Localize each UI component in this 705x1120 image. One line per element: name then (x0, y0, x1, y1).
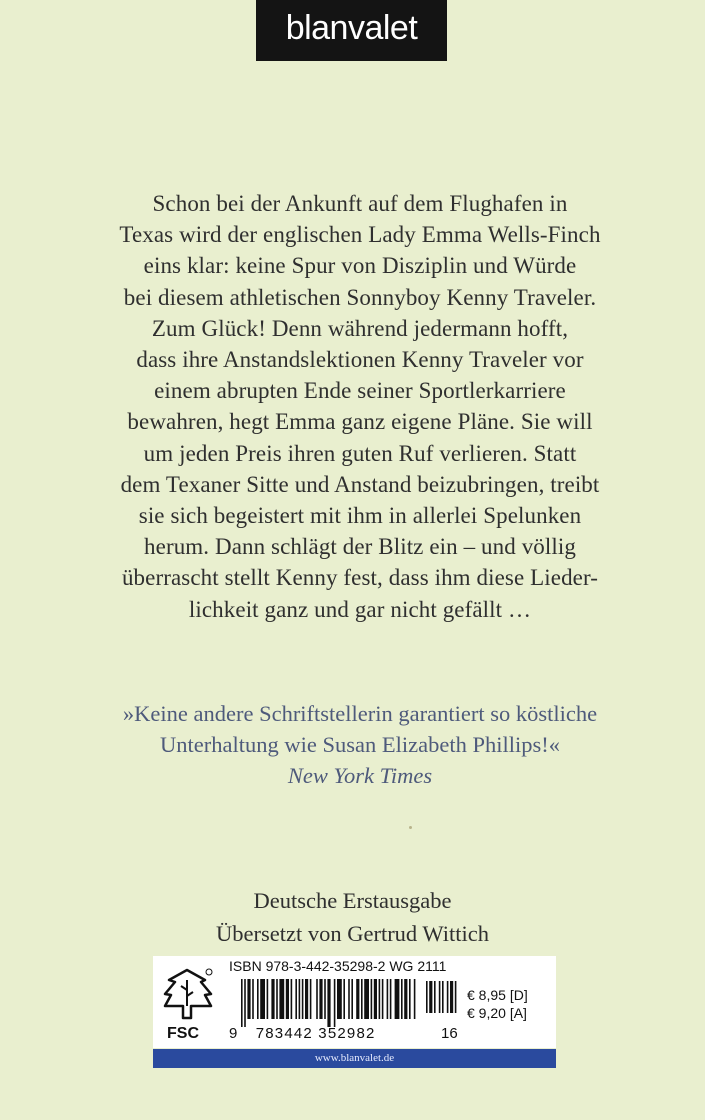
barcode-main-digits: 783442 352982 (255, 1025, 376, 1042)
blurb-line: bewahren, hegt Emma ganz eigene Pläne. Sie will (127, 409, 593, 435)
barcode-bar (343, 979, 345, 1019)
quote-source: New York Times (287, 763, 433, 788)
barcode-bar (351, 979, 353, 1019)
barcode-bar (244, 979, 246, 1027)
barcode-bar (327, 979, 330, 1027)
barcode-bar (442, 981, 444, 1013)
blurb-line: herum. Dann schlägt der Blitz ein – und völlig (144, 534, 576, 560)
barcode-bar (409, 979, 411, 1019)
barcode-bar (247, 979, 250, 1019)
barcode-bar (286, 979, 289, 1019)
fsc-tree-icon (161, 966, 213, 1024)
barcode-bar (364, 979, 369, 1019)
barcode-bar (310, 979, 312, 1019)
blurb-line: sie sich begeistert mit ihm in allerlei Spelunken (138, 503, 582, 529)
barcode-bar (439, 981, 441, 1013)
addon-digits: 16 (441, 1025, 458, 1042)
barcode-bar (334, 979, 336, 1027)
barcode-bar (276, 979, 278, 1019)
blurb-line: eins klar: keine Spur von Disziplin und Würde (143, 253, 577, 279)
barcode-bar (279, 979, 284, 1019)
fsc-label: FSC (167, 1025, 199, 1042)
blurb-line: einem abrupten Ende seiner Sportlerkarriere (154, 378, 566, 404)
barcode-bar (379, 979, 381, 1019)
blurb-line: Texas wird der englischen Lady Emma Wells-Finch (119, 222, 601, 248)
barcode-bar (271, 979, 274, 1019)
barcode-bar (414, 979, 416, 1019)
blurb-line: Zum Glück! Denn während jedermann hofft, (151, 315, 569, 341)
barcode-first-digit: 9 (229, 1025, 238, 1042)
edition-label: Deutsche Erstausgabe (253, 888, 452, 913)
website-url: www.blanvalet.de (314, 1052, 395, 1064)
barcode-bar (348, 979, 350, 1019)
price-germany: € 8,95 [D] (467, 987, 528, 1003)
edition-info (150, 884, 555, 950)
barcode-bar (382, 979, 384, 1019)
barcode-bar (299, 979, 301, 1019)
blurb-line: Schon bei der Ankunft auf dem Flughafen in (152, 191, 568, 216)
barcode-bar (324, 979, 326, 1019)
barcode-bar (295, 979, 297, 1019)
barcode-bar (429, 981, 432, 1013)
barcode-bar (404, 979, 407, 1019)
barcode-bar (305, 979, 308, 1019)
barcode-bar (371, 979, 373, 1019)
ean-barcode (241, 979, 416, 1027)
barcode-bar (302, 979, 304, 1019)
barcode-bar (241, 979, 243, 1027)
barcode-bar (291, 979, 293, 1019)
barcode-bar (390, 979, 392, 1019)
price-austria: € 9,20 [A] (467, 1005, 527, 1021)
fsc-logo (161, 966, 213, 1042)
barcode-box (153, 956, 556, 1048)
barcode-bar (401, 979, 403, 1019)
barcode-bar (260, 979, 265, 1019)
blurb-line: überrascht stellt Kenny fest, dass ihm diese Lieder- (121, 565, 599, 591)
barcode-bar (426, 981, 428, 1013)
barcode-bar (337, 979, 342, 1019)
blurb-line: dem Texaner Sitte und Anstand beizubringen, treibt (120, 471, 600, 497)
blurb-text (90, 188, 630, 625)
barcode-bar (434, 981, 436, 1013)
barcode-bar (455, 981, 457, 1013)
publisher-logo (256, 0, 447, 61)
barcode-bar (319, 979, 322, 1019)
quote-line: »Keine andere Schriftstellerin garantiert so köstliche (122, 701, 598, 726)
blurb-line: lichkeit ganz und gar nicht gefällt … (188, 596, 532, 622)
isbn-text: ISBN 978-3-442-35298-2 WG 2111 (229, 958, 447, 974)
barcode-bar (450, 981, 453, 1013)
decorative-dot (409, 826, 412, 829)
website-bar (153, 1049, 556, 1068)
barcode-bar (257, 979, 259, 1019)
addon-barcode (426, 981, 462, 1021)
barcode-bar (374, 979, 377, 1019)
blurb-line: dass ihre Anstandslektionen Kenny Traveler vor (136, 347, 584, 373)
publisher-logo-text: blanvalet (285, 9, 418, 47)
barcode-bar (252, 979, 254, 1019)
barcode-bar (447, 981, 449, 1013)
translator-credit: Übersetzt von Gertrud Wittich (216, 921, 489, 946)
barcode-bar (361, 979, 363, 1019)
barcode-bar (395, 979, 400, 1019)
barcode-bar (356, 979, 359, 1019)
barcode-bar (387, 979, 389, 1019)
barcode-digits (229, 1025, 376, 1042)
barcode-bar (316, 979, 318, 1019)
blurb-line: um jeden Preis ihren guten Ruf verlieren. Statt (143, 440, 577, 466)
review-quote (60, 698, 660, 791)
quote-line: Unterhaltung wie Susan Elizabeth Phillips!« (160, 732, 560, 757)
blurb-line: bei diesem athletischen Sonnyboy Kenny Traveler. (123, 284, 597, 310)
barcode-bar (267, 979, 269, 1019)
